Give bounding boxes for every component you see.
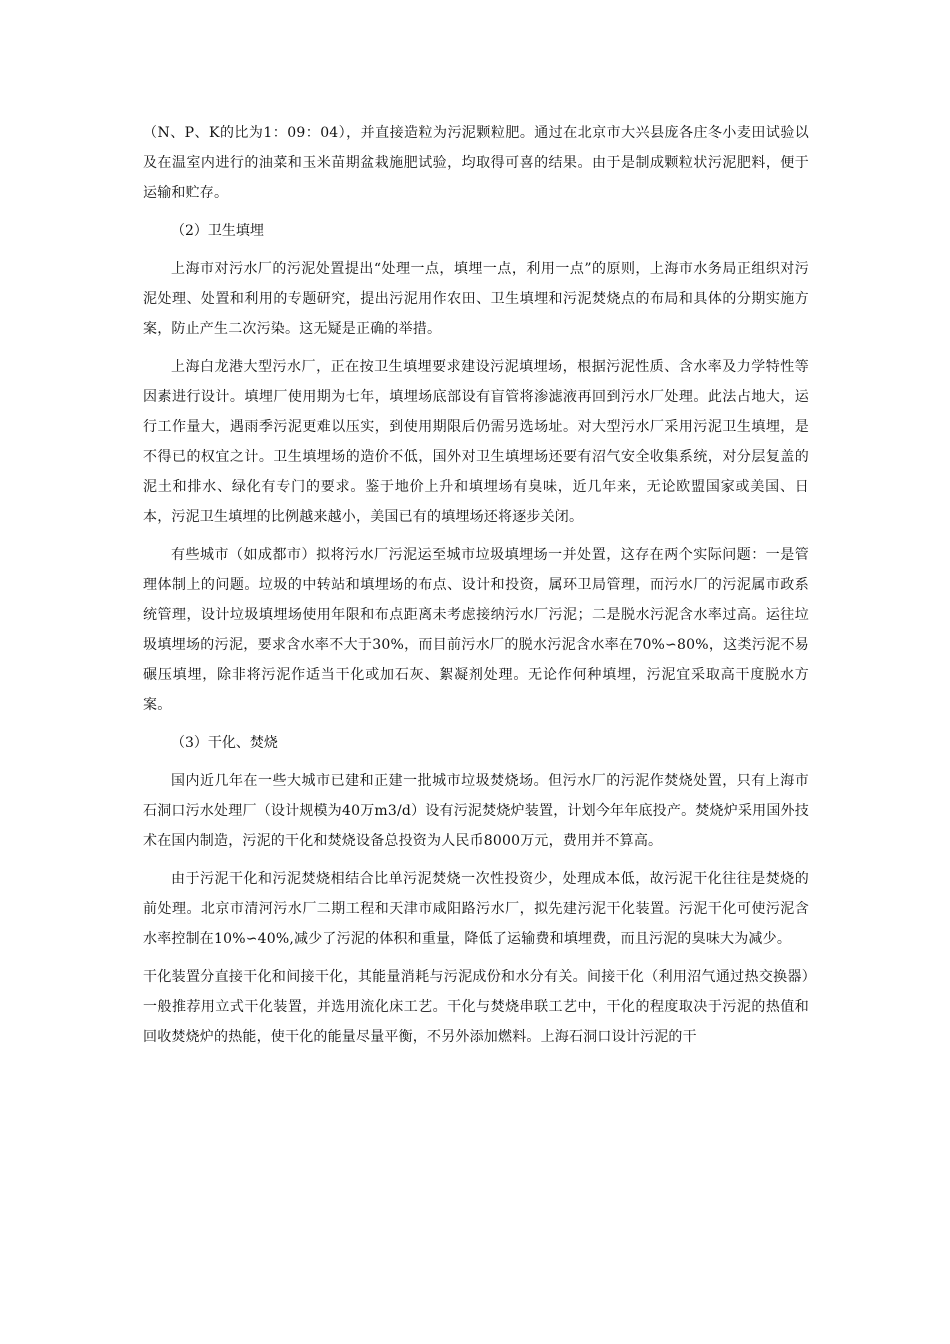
paragraph-bailonggang-landfill: 上海白龙港大型污水厂，正在按卫生填埋要求建设污泥填埋场，根据污泥性质、含水率及力学特性等因素进行设计。填埋厂使用期为七年，填埋场底部设有盲管将渗滤液再回到污水厂处理。此法占地大，运行工作量大，遇雨季污泥更难以压实，到使用期限后仍需另选场址。对大型污水厂采用污泥卫生填埋，是不得已的权宜之计。卫生填埋场的造价不低，国外对卫生填埋场还要有沼气安全收集系统，对分层复盖的泥土和排水、绿化有专门的要求。鉴于地价上升和填埋场有臭味，近几年来，无论欧盟国家或美国、日本，污泥卫生填埋的比例越来越小，美国已有的填埋场还将逐步关闭。 — [143, 359, 809, 525]
paragraph-drying-equipment: 干化装置分直接干化和间接干化，其能量消耗与污泥成份和水分有关。间接干化（利用沼气通过热交换器）一般推荐用立式干化装置，并选用流化床工艺。干化与焚烧串联工艺中，干化的程度取决于污泥的热值和回收焚烧炉的热能，使干化的能量尽量平衡，不另外添加燃料。上海石洞口设计污泥的干 — [143, 969, 809, 1045]
paragraph-drying-advantage: 由于污泥干化和污泥焚烧相结合比单污泥焚烧一次性投资少，处理成本低，故污泥干化往往是焚烧的前处理。北京市清河污水厂二期工程和天津市咸阳路污水厂，拟先建污泥干化装置。污泥干化可使污泥含水率控制在10%∽40%,减少了污泥的体积和重量，降低了运输费和填埋费，而且污泥的臭味大为减少。 — [143, 871, 809, 947]
section-heading-sanitary-landfill: （2）卫生填埋 — [171, 223, 264, 239]
paragraph-incineration-status: 国内近几年在一些大城市已建和正建一批城市垃圾焚烧场。但污水厂的污泥作焚烧处置，只有上海市石洞口污水处理厂（设计规模为40万m3/d）设有污泥焚烧炉装置，计划今年年底投产。焚烧炉采用国外技术在国内制造，污泥的干化和焚烧设备总投资为人民币8000万元，费用并不算高。 — [143, 773, 809, 849]
document-body — [143, 118, 809, 1060]
paragraph-city-landfill-issues: 有些城市（如成都市）拟将污水厂污泥运至城市垃圾填埋场一并处置，这存在两个实际问题：一是管理体制上的问题。垃圾的中转站和填埋场的布点、设计和投资，属环卫局管理，而污水厂的污泥属市政系统管理，设计垃圾填埋场使用年限和布点距离未考虑接纳污水厂污泥；二是脱水污泥含水率过高。运往垃圾填埋场的污泥，要求含水率不大于30%，而目前污水厂的脱水污泥含水率在70%∽80%，这类污泥不易碾压填埋，除非将污泥作适当干化或加石灰、絮凝剂处理。无论作何种填埋，污泥宜采取高干度脱水方案。 — [143, 547, 809, 713]
paragraph-fertilizer-result: （N、P、K的比为1：09：04），并直接造粒为污泥颗粒肥。通过在北京市大兴县庞各庄冬小麦田试验以及在温室内进行的油菜和玉米苗期盆栽施肥试验，均取得可喜的结果。由于是制成颗粒状污泥肥料，便于运输和贮存。 — [143, 125, 809, 201]
paragraph-shanghai-policy: 上海市对污水厂的污泥处置提出“处理一点，填埋一点，利用一点”的原则，上海市水务局正组织对污泥处理、处置和利用的专题研究，提出污泥用作农田、卫生填埋和污泥焚烧点的布局和具体的分期实施方案，防止产生二次污染。这无疑是正确的举措。 — [143, 261, 809, 337]
section-heading-drying-incineration: （3）干化、焚烧 — [171, 735, 278, 751]
